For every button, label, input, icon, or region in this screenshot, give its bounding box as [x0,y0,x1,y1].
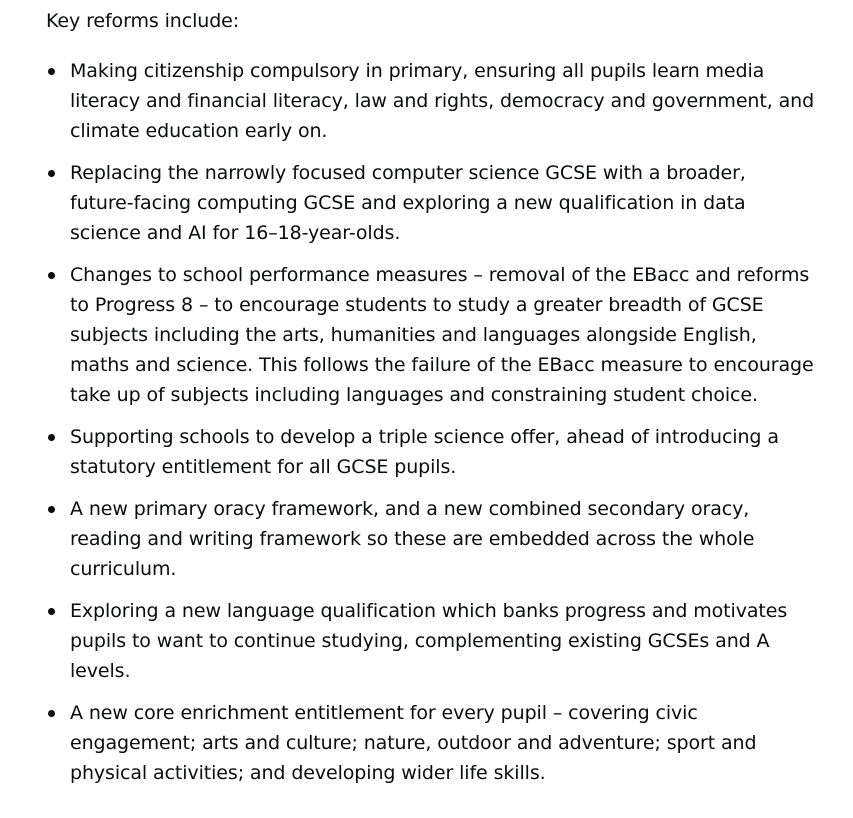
bullet-icon [48,710,55,717]
reform-text: A new primary oracy framework, and a new combined secondary oracy, reading and writing framework so these are embedded across the whole curriculum. [70,498,755,580]
list-item [46,494,815,584]
bullet-icon [48,272,55,279]
list-item [46,422,815,482]
list-item [46,158,815,248]
list-item [46,56,815,146]
bullet-icon [48,608,55,615]
list-item [46,260,815,410]
reforms-list [46,56,813,788]
bullet-icon [48,68,55,75]
reform-text: Making citizenship compulsory in primary, ensuring all pupils learn media literacy and financial literacy, law and rights, democracy and government, and climate education early on. [70,60,815,142]
bullet-icon [48,170,55,177]
bullet-icon [48,434,55,441]
bullet-icon [48,506,55,513]
intro-text: Key reforms include: [46,10,240,32]
reform-text: A new core enrichment entitlement for every pupil – covering civic engagement; arts and culture; nature, outdoor and adventure; sport and physical activities; and developing wider life skills. [70,702,757,784]
reform-text: Supporting schools to develop a triple science offer, ahead of introducing a statutory entitlement for all GCSE pupils. [70,426,779,478]
reform-text: Exploring a new language qualification which banks progress and motivates pupils to want to continue studying, complementing existing GCSEs and A levels. [70,600,788,682]
list-item [46,596,815,686]
reform-text: Replacing the narrowly focused computer science GCSE with a broader, future-facing computing GCSE and exploring a new qualification in data science and AI for 16–18-year-olds. [70,162,746,244]
list-item [46,698,815,788]
reform-text: Changes to school performance measures – removal of the EBacc and reforms to Progress 8 – to encourage students to study a greater breadth of GCSE subjects including the arts, humanities and languages alongside English, maths and science. This follows the failure of the EBacc measure to encourage take up of subjects including languages and constraining student choice. [70,264,814,406]
